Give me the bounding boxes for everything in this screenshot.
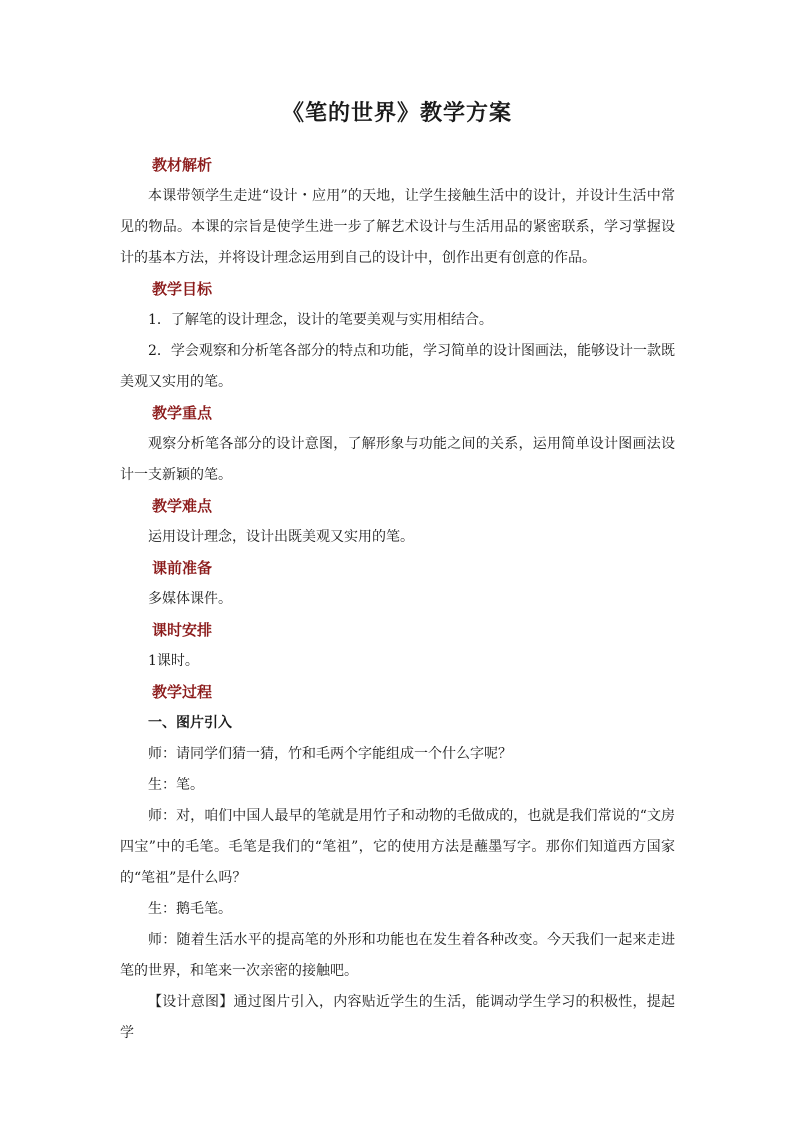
paragraph: 【设计意图】通过图片引入，内容贴近学生的生活，能调动学生学习的积极性，提起学 [120, 994, 675, 1041]
subsection-heading: 一、图片引入 [148, 715, 232, 731]
document-body [120, 150, 675, 1049]
paragraph: 运用设计理念，设计出既美观又实用的笔。 [148, 529, 414, 545]
paragraph: 多媒体课件。 [148, 591, 232, 607]
paragraph: 生：笔。 [148, 777, 204, 793]
paragraph: 师：随着生活水平的提高笔的外形和功能也在发生着各种改变。今天我们一起来走进笔的世界，和笔来一次亲密的接触吧。 [120, 932, 675, 979]
section-heading-schedule: 课时安排 [152, 621, 213, 639]
section-heading-key-points: 教学重点 [152, 404, 213, 422]
paragraph: 本课带领学生走进“设计・应用”的天地，让学生接触生活中的设计，并设计生活中常见的物品。本课的宗旨是使学生进一步了解艺术设计与生活用品的紧密联系，学习掌握设计的基本方法，并将设计理念运用到自己的设计中，创作出更有创意的作品。 [120, 188, 675, 266]
section-heading-goals: 教学目标 [152, 280, 213, 298]
paragraph: 1课时。 [148, 653, 199, 669]
paragraph: 师：请同学们猜一猜，竹和毛两个字能组成一个什么字呢？ [148, 746, 512, 762]
section-heading-preparation: 课前准备 [152, 559, 213, 577]
paragraph: 师：对，咱们中国人最早的笔就是用竹子和动物的毛做成的，也就是我们常说的“文房四宝”中的毛笔。毛笔是我们的“笔祖”，它的使用方法是蘸墨写字。那你们知道西方国家的“笔祖”是什么吗？ [120, 808, 675, 886]
section-heading-analysis: 教材解析 [152, 156, 213, 174]
document-title: 《笔的世界》教学方案 [281, 100, 512, 126]
paragraph: 2．学会观察和分析笔各部分的特点和功能，学习简单的设计图画法，能够设计一款既美观又实用的笔。 [120, 343, 675, 390]
paragraph: 观察分析笔各部分的设计意图，了解形象与功能之间的关系，运用简单设计图画法设计一支新颖的笔。 [120, 436, 675, 483]
section-heading-process: 教学过程 [152, 683, 213, 701]
paragraph: 1．了解笔的设计理念，设计的笔要美观与实用相结合。 [148, 312, 493, 328]
paragraph: 生：鹅毛笔。 [148, 901, 232, 917]
section-heading-difficulties: 教学难点 [152, 497, 213, 515]
